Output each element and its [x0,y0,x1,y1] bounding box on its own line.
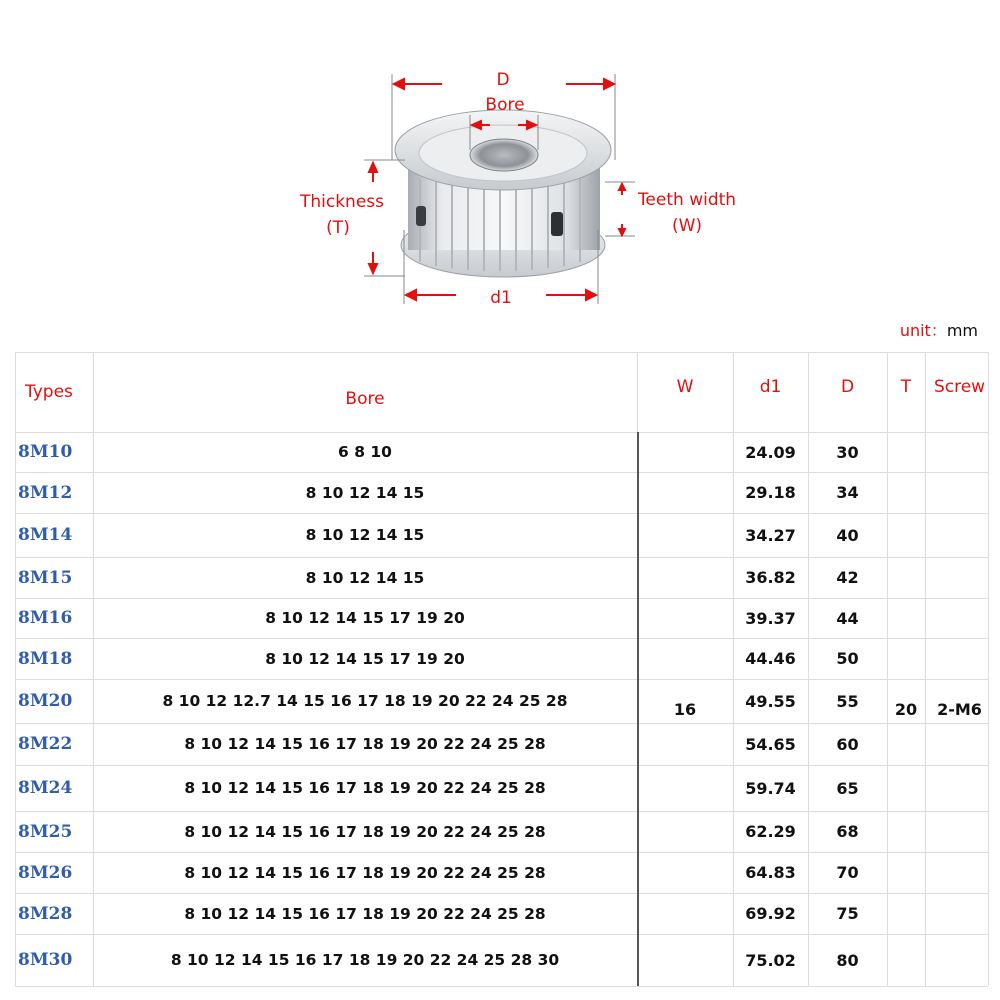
row-type: 8M24 [18,778,73,798]
row-type: 8M15 [18,567,73,588]
row-type: 8M26 [18,862,73,883]
row-type: 8M30 [18,950,73,970]
pulley-diagram [0,0,1000,320]
shared-screw-value: 2-M6 [937,699,982,719]
row-type: 8M22 [18,734,73,754]
row-divider [15,986,988,987]
row-bore: 8 10 12 14 15 16 17 18 19 20 22 24 25 28 [184,822,546,841]
row-bore: 8 10 12 12.7 14 15 16 17 18 19 20 22 24 25 28 [162,692,568,710]
header-w: W [676,377,694,397]
row-D: 40 [836,525,859,545]
row-D: 75 [836,904,859,923]
row-bore: 6 8 10 [338,443,392,461]
row-D: 42 [836,568,859,587]
row-D: 50 [836,649,859,668]
dimension-label-bore: Bore [485,95,525,115]
row-D: 34 [836,483,859,502]
row-D: 60 [836,734,859,754]
header-types: Types [25,382,73,402]
row-type: 8M18 [18,648,73,669]
row-bore: 8 10 12 14 15 17 19 20 [265,609,465,627]
dimension-label-teeth-width: Teeth width [637,190,737,210]
row-bore: 8 10 12 14 15 16 17 18 19 20 22 24 25 28 [184,779,546,797]
row-d1: 44.46 [745,649,796,668]
dimension-label-thickness: Thickness [299,192,385,212]
row-bore: 8 10 12 14 15 16 17 18 19 20 22 24 25 28 30 [170,951,560,969]
pulley-spec-table [0,352,1000,992]
row-d1: 54.65 [745,734,796,754]
header-screw: Screw [933,377,986,397]
row-type: 8M25 [18,821,73,842]
header-bore: Bore [345,389,385,409]
row-D: 68 [836,822,859,841]
header-d1: d1 [759,377,782,397]
row-type: 8M16 [18,608,73,628]
row-D: 30 [836,442,859,462]
bore-hole [470,139,538,171]
row-d1: 69.92 [745,904,796,923]
row-D: 65 [836,778,859,798]
row-d1: 62.29 [745,822,796,841]
dimension-label-D: D [496,70,510,90]
shared-t-value: 20 [894,699,918,719]
pulley-illustration [0,0,1000,320]
row-bore: 8 10 12 14 15 17 19 20 [265,649,465,668]
row-type: 8M20 [18,691,73,711]
row-d1: 64.83 [745,863,796,882]
row-D: 55 [836,691,859,711]
set-screw-left [416,206,426,226]
row-D: 70 [836,863,859,882]
row-bore: 8 10 12 14 15 [305,526,425,544]
unit-label: unit： [899,321,947,340]
dimension-label-teeth-width-symbol: (W) [671,216,703,236]
header-t: T [900,377,912,397]
row-d1: 59.74 [745,778,796,798]
row-type: 8M10 [18,442,73,462]
row-d1: 49.55 [745,691,796,711]
row-d1: 75.02 [745,950,796,970]
row-d1: 24.09 [745,442,796,462]
set-screw-right [551,212,563,236]
shared-w-value: 16 [673,699,697,719]
unit-note [900,318,978,341]
row-bore: 8 10 12 14 15 16 17 18 19 20 22 24 25 28 [184,904,546,923]
row-type: 8M12 [18,482,73,503]
row-bore: 8 10 12 14 15 16 17 18 19 20 22 24 25 28 [184,735,546,753]
row-d1: 34.27 [745,525,796,545]
dimension-label-thickness-symbol: (T) [326,218,350,238]
row-bore: 8 10 12 14 15 16 17 18 19 20 22 24 25 28 [184,863,546,882]
header-d: D [840,377,855,397]
row-D: 44 [836,608,859,628]
row-type: 8M28 [18,903,73,924]
row-type: 8M14 [18,525,73,545]
unit-value: mm [946,321,978,340]
row-d1: 36.82 [745,568,796,587]
dimension-label-d1: d1 [490,288,512,308]
row-D: 80 [836,950,859,970]
row-d1: 39.37 [745,608,796,628]
row-bore: 8 10 12 14 15 [305,568,425,587]
row-d1: 29.18 [745,483,796,502]
row-bore: 8 10 12 14 15 [305,483,425,502]
